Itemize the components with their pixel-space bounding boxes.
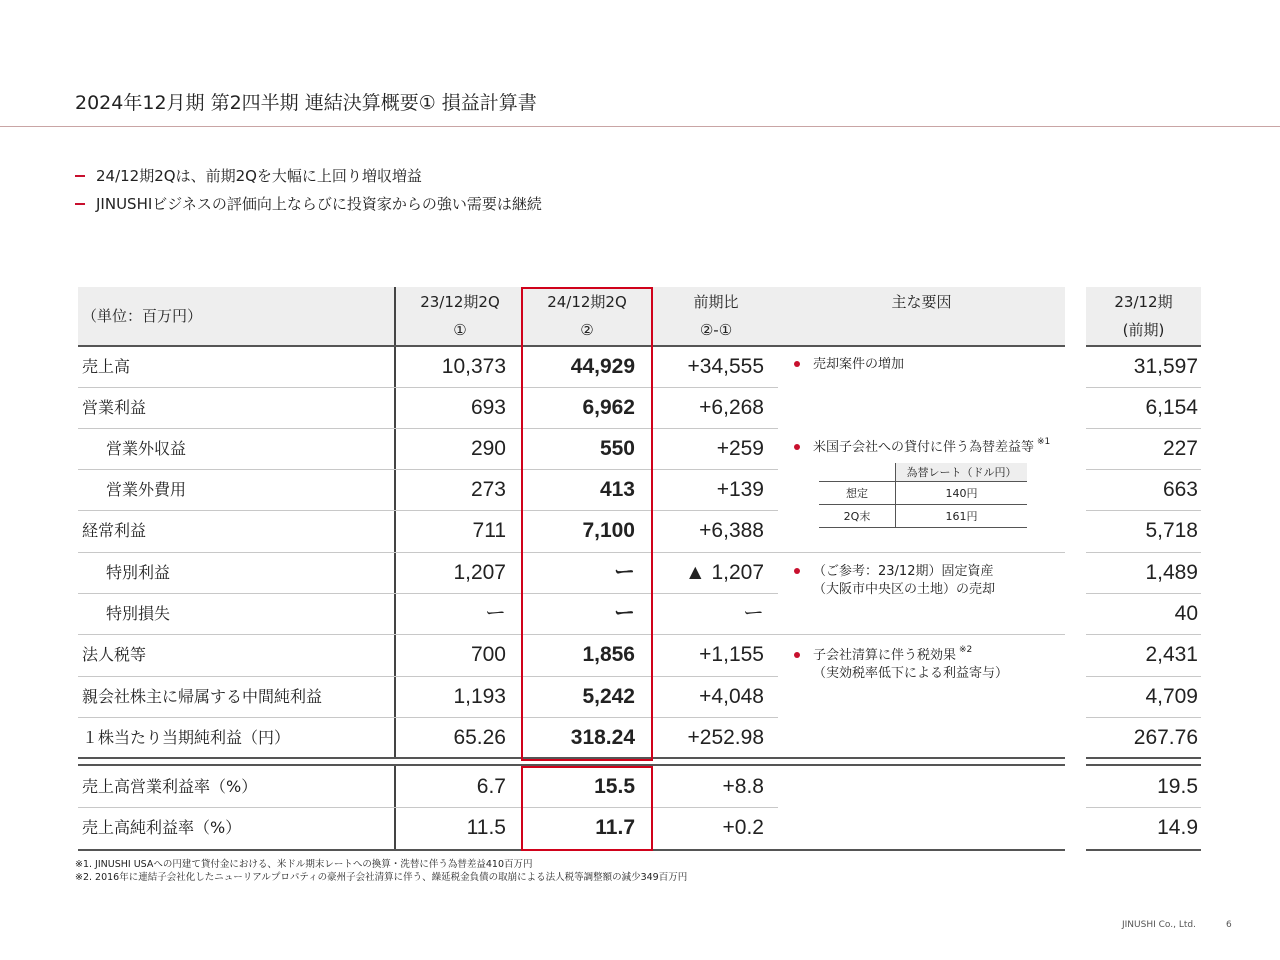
header-col5-line2: (前期) <box>1122 321 1165 339</box>
page-title: 2024年12月期 第2四半期 連結決算概要① 損益計算書 <box>75 92 537 114</box>
fx-key: 2Q末 <box>819 505 896 528</box>
cell-23-2q: 6.7 <box>476 775 506 798</box>
cell-23-full: 267.76 <box>1133 726 1198 749</box>
bullet-dot-icon <box>794 652 800 658</box>
cell-24-2q: 15.5 <box>594 775 635 798</box>
reason-tax <box>794 647 1008 683</box>
footnote-mark: ※1 <box>1037 437 1051 447</box>
bullet-dot-icon <box>794 444 800 450</box>
cell-24-2q: 550 <box>599 437 635 460</box>
reason-tax-line2: （実効税率低下による利益寄与） <box>813 666 1009 681</box>
cell-23-full: 14.9 <box>1157 816 1198 839</box>
title-divider <box>0 126 1280 127</box>
fx-header: 為替レート（ドル円） <box>896 463 1028 482</box>
footnote-2: ※2. 2016年に連結子会社化したニューリアルプロパティの豪州子会社清算に伴う、繰延税金負債の取崩による法人税等調整額の減少349百万円 <box>75 872 688 883</box>
header-col2-line2: ② <box>580 321 594 339</box>
cell-yoy: +252.98 <box>687 726 764 749</box>
cell-24-2q: 413 <box>599 478 635 501</box>
cell-23-2q: 273 <box>470 478 506 501</box>
fx-value: 140円 <box>896 482 1028 505</box>
cell-yoy: +6,268 <box>699 396 764 419</box>
cell-24-2q: 6,962 <box>582 396 635 419</box>
cell-23-full: 4,709 <box>1145 685 1198 708</box>
row-label: 法人税等 <box>82 645 147 664</box>
row-label: 親会社株主に帰属する中間純利益 <box>82 687 323 706</box>
reason-nonop-income-text: 米国子会社への貸付に伴う為替差益等 <box>813 440 1035 455</box>
row-label: 特別損失 <box>106 604 171 623</box>
cell-23-2q: 700 <box>470 643 506 666</box>
cell-yoy: +4,048 <box>699 685 764 708</box>
footnote-1: ※1. JINUSHI USAへの円建て貸付金における、米ドル期末レートへの換算・洗替に伴う為替差益410百万円 <box>75 859 533 870</box>
cell-yoy: +34,555 <box>687 355 764 378</box>
cell-23-2q: 290 <box>470 437 506 460</box>
unit-label: （単位：百万円） <box>82 307 203 325</box>
row-label: 経常利益 <box>82 521 147 540</box>
row-label: 売上高 <box>82 357 131 376</box>
dash-icon <box>75 203 85 205</box>
reason-extraordinary-line2: （大阪市中央区の土地）の売却 <box>813 582 996 597</box>
cell-yoy: +8.8 <box>722 775 764 798</box>
fx-rate-table <box>819 463 1027 528</box>
cell-24-2q: 11.7 <box>595 816 635 839</box>
bullet-dot-icon <box>794 361 800 367</box>
company-name: JINUSHI Co., Ltd. <box>1122 920 1196 930</box>
cell-24-2q: 5,242 <box>582 685 635 708</box>
cell-23-full: 663 <box>1162 478 1198 501</box>
cell-24-2q: ー <box>614 602 635 625</box>
cell-23-2q: 11.5 <box>466 816 506 839</box>
row-label: 営業外収益 <box>106 439 187 458</box>
highlight-current-ratios <box>521 766 653 851</box>
cell-23-full: 1,489 <box>1145 561 1198 584</box>
dash-icon <box>75 175 85 177</box>
footnotes <box>75 858 687 884</box>
fx-key: 想定 <box>819 482 896 505</box>
row-label: 営業利益 <box>82 398 147 417</box>
fx-corner <box>819 463 896 482</box>
income-statement-table <box>78 287 1201 851</box>
ratio-row-label: 売上高純利益率（%） <box>82 818 242 837</box>
cell-23-2q: 10,373 <box>441 355 506 378</box>
cell-23-2q: 1,193 <box>453 685 506 708</box>
header-col3-line1: 前期比 <box>693 293 739 311</box>
fx-value: 161円 <box>896 505 1028 528</box>
cell-24-2q: 1,856 <box>582 643 635 666</box>
ratio-row-label: 売上高営業利益率（%） <box>82 777 258 796</box>
cell-23-full: 31,597 <box>1133 355 1198 378</box>
cell-yoy: +259 <box>716 437 764 460</box>
header-col1 <box>396 288 524 344</box>
cell-23-full: 19.5 <box>1157 775 1198 798</box>
cell-23-2q: 711 <box>472 519 506 542</box>
cell-23-full: 227 <box>1162 437 1198 460</box>
reason-tax-line1: 子会社清算に伴う税効果 <box>813 648 957 663</box>
reason-extraordinary <box>794 563 995 599</box>
cell-23-full: 6,154 <box>1145 396 1198 419</box>
summary-bullet <box>75 190 542 218</box>
cell-24-2q: 44,929 <box>570 355 635 378</box>
cell-23-full: 40 <box>1174 602 1198 625</box>
cell-23-2q: 1,207 <box>453 561 506 584</box>
cell-yoy: ▲ 1,207 <box>684 561 764 584</box>
reason-extraordinary-line1: （ご参考：23/12期）固定資産 <box>813 564 994 579</box>
bullet-dot-icon <box>794 568 800 574</box>
header-col3-line2: ②-① <box>699 321 733 339</box>
summary-bullet-text: 24/12期2Qは、前期2Qを大幅に上回り増収増益 <box>96 167 422 185</box>
row-label: １株当たり当期純利益（円） <box>82 728 291 747</box>
header-col2-line1: 24/12期2Q <box>547 293 627 311</box>
reason-nonop-income <box>794 439 1050 457</box>
footnote-mark: ※2 <box>959 645 973 655</box>
cell-yoy: +6,388 <box>699 519 764 542</box>
cell-23-2q: 65.26 <box>453 726 506 749</box>
highlight-current-period <box>521 287 653 761</box>
cell-yoy: +0.2 <box>722 816 764 839</box>
header-col1-line1: 23/12期2Q <box>420 293 500 311</box>
table-bottom-rule <box>1086 849 1201 851</box>
cell-yoy: +1,155 <box>699 643 764 666</box>
row-label: 特別利益 <box>106 563 171 582</box>
cell-24-2q: 318.24 <box>570 726 635 749</box>
reason-sales-text: 売却案件の増加 <box>813 357 905 372</box>
header-col5 <box>1086 288 1201 344</box>
cell-yoy: +139 <box>716 478 764 501</box>
summary-bullets <box>75 162 542 218</box>
cell-23-2q: 693 <box>470 396 506 419</box>
row-label: 営業外費用 <box>106 480 187 499</box>
reason-sales <box>794 356 904 374</box>
cell-24-2q: 7,100 <box>582 519 635 542</box>
cell-23-full: 2,431 <box>1145 643 1198 666</box>
header-col1-line2: ① <box>453 321 467 339</box>
header-col3 <box>654 288 778 344</box>
cell-23-full: 5,718 <box>1145 519 1198 542</box>
header-col4: 主な要因 <box>891 293 952 311</box>
cell-23-2q: ー <box>485 602 506 625</box>
page-number: 6 <box>1226 920 1232 930</box>
summary-bullet <box>75 162 542 190</box>
header-col5-line1: 23/12期 <box>1114 293 1173 311</box>
cell-yoy: ー <box>743 602 764 625</box>
cell-24-2q: ー <box>614 561 635 584</box>
summary-bullet-text: JINUSHIビジネスの評価向上ならびに投資家からの強い需要は継続 <box>96 195 542 213</box>
